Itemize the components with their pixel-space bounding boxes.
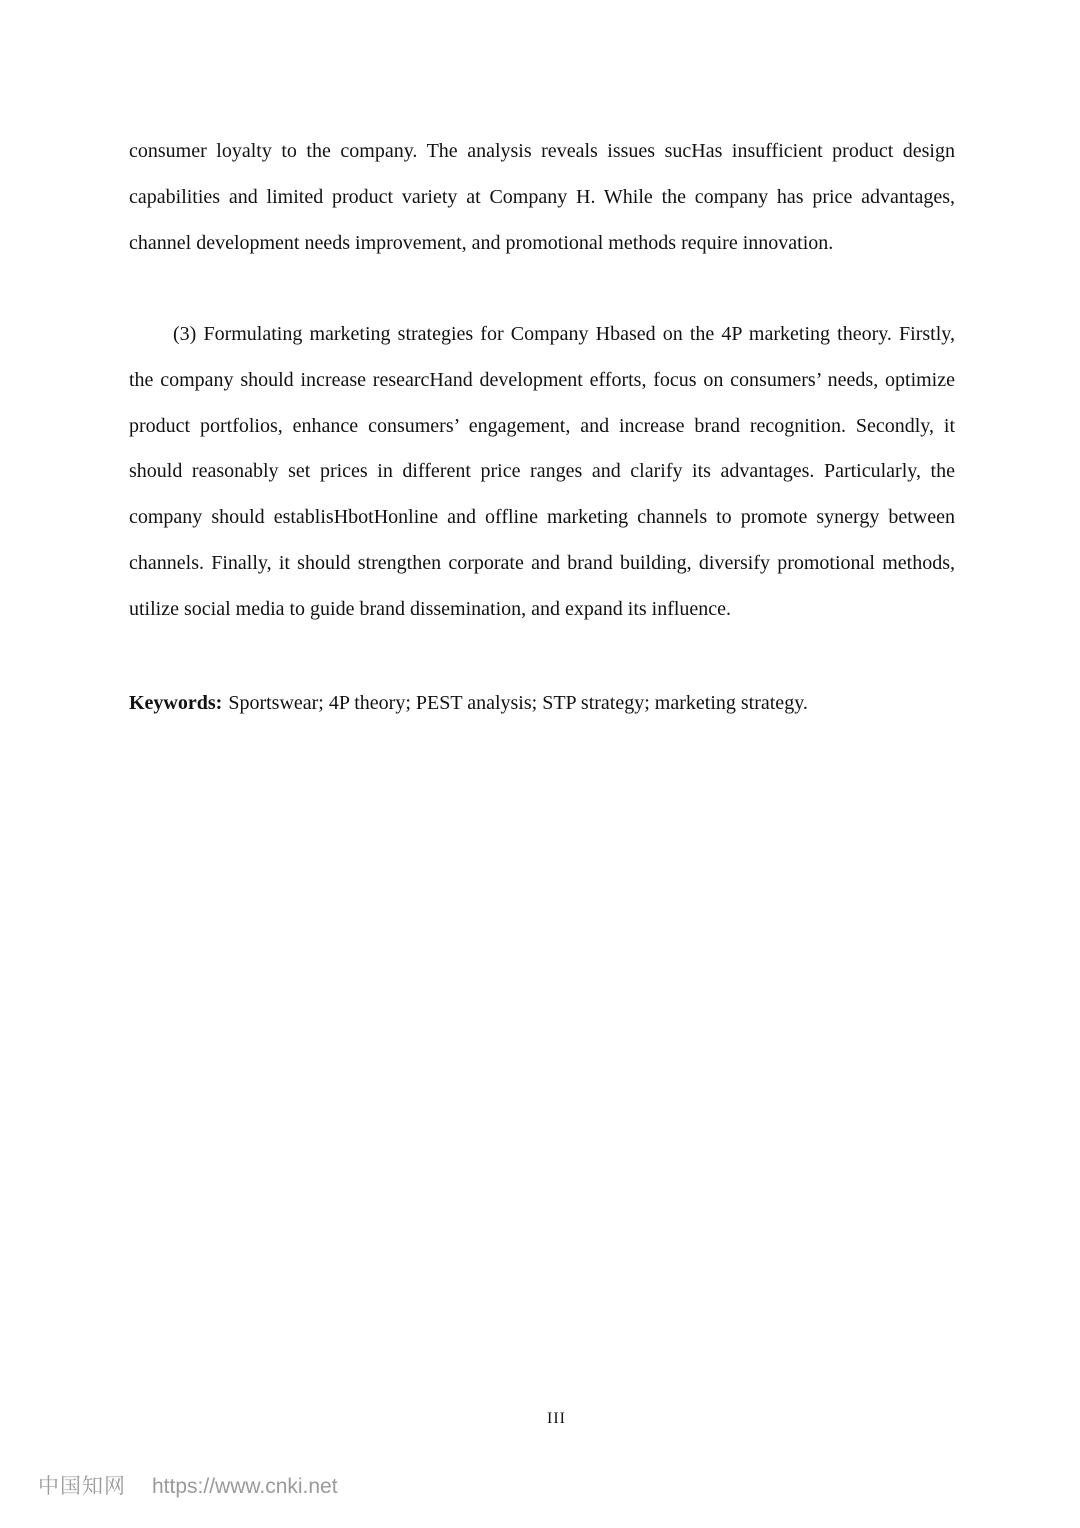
watermark-brand: 中国知网 (38, 1475, 126, 1498)
keywords-line (129, 686, 955, 720)
abstract-paragraph-continued: consumer loyalty to the company. The analysis reveals issues sucHas insufficient product design capabilities and limited product variety at Company H. While the company has price advantages, channel development needs improvement, and promotional methods require innovation. (129, 140, 955, 254)
cnki-watermark (38, 1470, 338, 1500)
page-number: III (547, 1410, 566, 1427)
abstract-paragraph-strategies: (3) Formulating marketing strategies for Company Hbased on the 4P marketing theory. Firstly, the company should increase researcHand development efforts, focus on consumers’ needs, optimize product portfolios, enhance consumers’ engagement, and increase brand recognition. Secondly, it should reasonably set prices in different price ranges and clarify its advantages. Particularly, the company should establisHbotHonline and offline marketing channels to promote synergy between channels. Finally, it should strengthen corporate and brand building, diversify promotional methods, utilize social media to guide brand dissemination, and expand its influence. (129, 323, 955, 620)
watermark-url: https://www.cnki.net (152, 1475, 338, 1498)
keywords-value: Sportswear; 4P theory; PEST analysis; STP strategy; marketing strategy. (228, 692, 808, 714)
keywords-label: Keywords: (129, 692, 223, 714)
